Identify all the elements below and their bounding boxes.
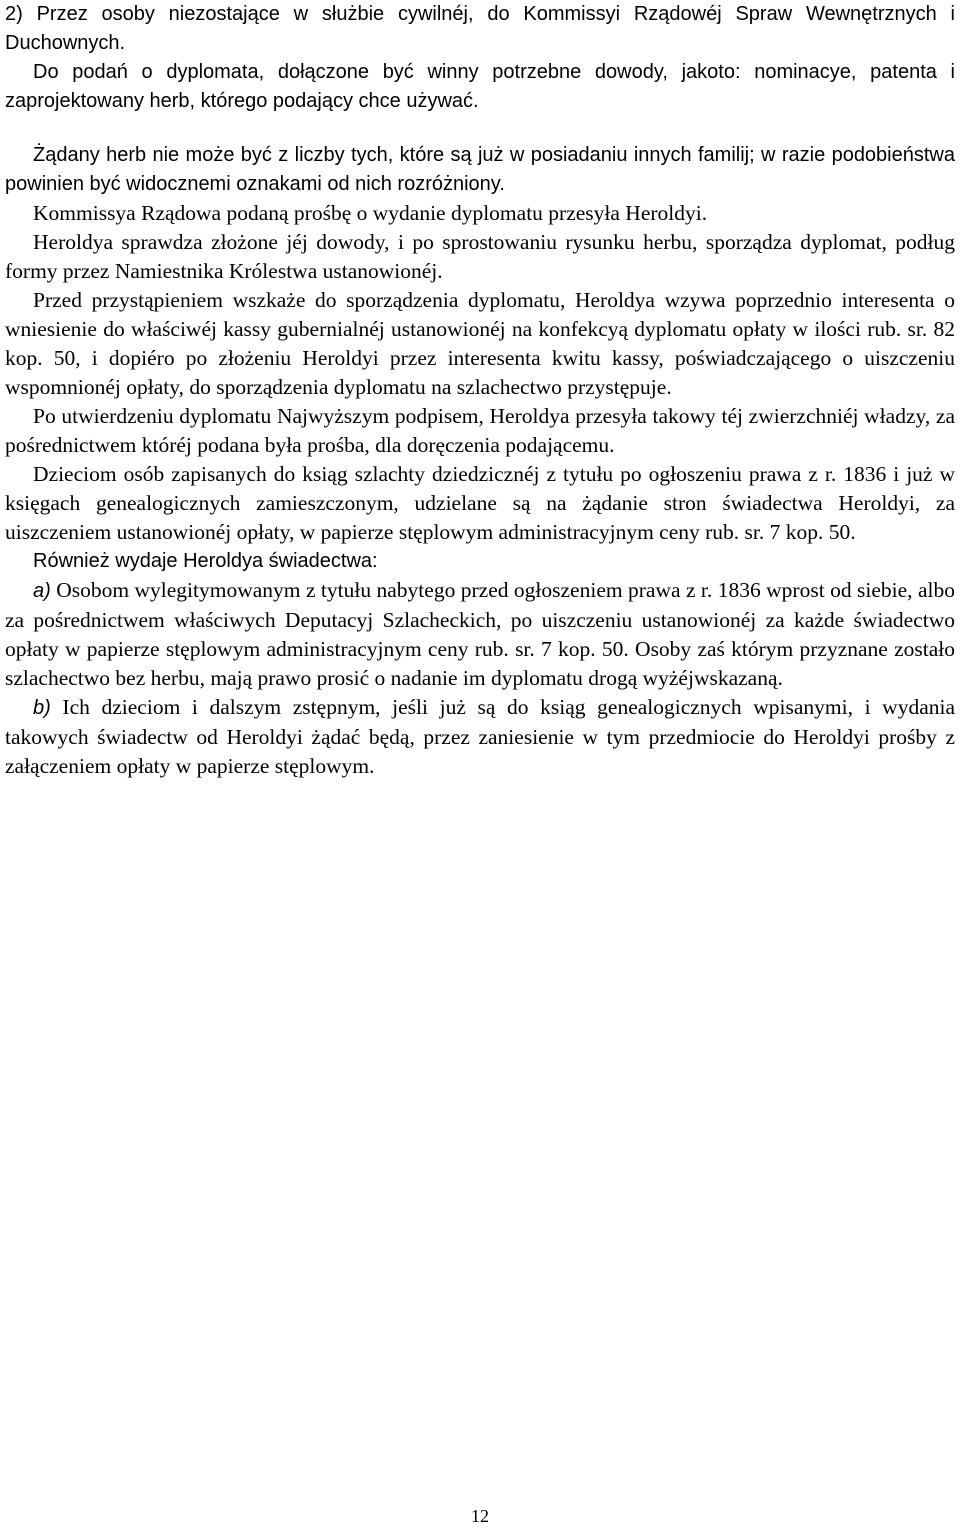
paragraph-certificates-for-children: Dzieciom osób zapisanych do ksiąg szlachty dziedzicznéj z tytułu po ogłoszeniu prawa z r. 1836 i już w księgach genealogicznych zamieszczonym, udzielane są na żądanie stron świadectwa Heroldyi, za uiszczeniem ustanowionéj opłaty, w papierze stęplowym administracyjnym ceny rub. sr. 7 kop. 50.	[5, 462, 955, 544]
page-number: 12	[471, 1506, 489, 1526]
paragraph-certificates-intro: Również wydaje Heroldya świadectwa:	[33, 550, 378, 572]
list-item-text: Osobom wylegitymowanym z tytułu nabytego przed ogłoszeniem prawa z r. 1836 wprost od siebie, albo za pośrednictwem właściwych Deputacyj Szlacheckich, po uiszczeniu ustanowionéj za każde świadectwo opłaty w papierze stęplowym administracyjnym ceny rub. sr. 7 kop. 50. Osoby zaś którym przyznane zostało szlachectwo bez herbu, mają prawo prosić o nadanie im dyplomatu drogą wyżéjwskazaną.	[5, 578, 955, 690]
paragraph-diploma-delivery: Po utwierdzeniu dyplomatu Najwyższym podpisem, Heroldya przesyła takowy téj zwierzchniéj władzy, za pośrednictwem któréj podana była prośba, dla doręczenia podającemu.	[5, 404, 955, 457]
list-item-marker: b)	[33, 697, 51, 719]
paragraph-required-documents: Do podań o dyplomata, dołączone być winny potrzebne dowody, jakoto: nominacye, patenta i zaprojektowany herb, którego podający chce używać.	[5, 61, 955, 112]
list-item-marker: a)	[33, 580, 51, 602]
list-item-a	[5, 576, 955, 693]
paragraph-forwarding-to-heroldia: Kommissya Rządowa podaną prośbę o wydanie dyplomatu przesyła Heroldyi.	[33, 201, 708, 225]
paragraph-coat-of-arms-uniqueness: Żądany herb nie może być z liczby tych, które są już w posiadaniu innych familij; w razie podobieństwa powinien być widocznemi oznakami od nich rozróżniony.	[5, 144, 955, 195]
paragraph-heroldia-verification: Heroldya sprawdza złożone jéj dowody, i po sprostowaniu rysunku herbu, sporządza dyplomat, podług formy przez Namiestnika Królestwa ustanowionéj.	[5, 230, 955, 283]
paragraph-commission-submission: 2) Przez osoby niezostające w służbie cywilnéj, do Kommissyi Rządowéj Spraw Wewnętrznych i Duchownych.	[5, 3, 955, 54]
list-item-b	[5, 693, 955, 781]
page-content	[5, 0, 955, 781]
paragraph-fee-payment: Przed przystąpieniem wszkaże do sporządzenia dyplomatu, Heroldya wzywa poprzednio interesenta o wniesienie do właściwéj kassy gubernialnéj ustanowionéj na konfekcyą dyplomatu opłaty w ilości rub. sr. 82 kop. 50, i dopiéro po złożeniu Heroldyi przez interesenta kwitu kassy, poświadczającego o uiszczeniu wspomnionéj opłaty, do sporządzenia dyplomatu na szlachectwo przystępuje.	[5, 288, 955, 399]
list-item-text: Ich dzieciom i dalszym zstępnym, jeśli już są do ksiąg genealogicznych wpisanymi, i wydania takowych świadectw od Heroldyi żądać będą, przez zaniesienie w tym przedmiocie do Heroldyi prośby z załączeniem opłaty w papierze stęplowym.	[5, 695, 955, 778]
